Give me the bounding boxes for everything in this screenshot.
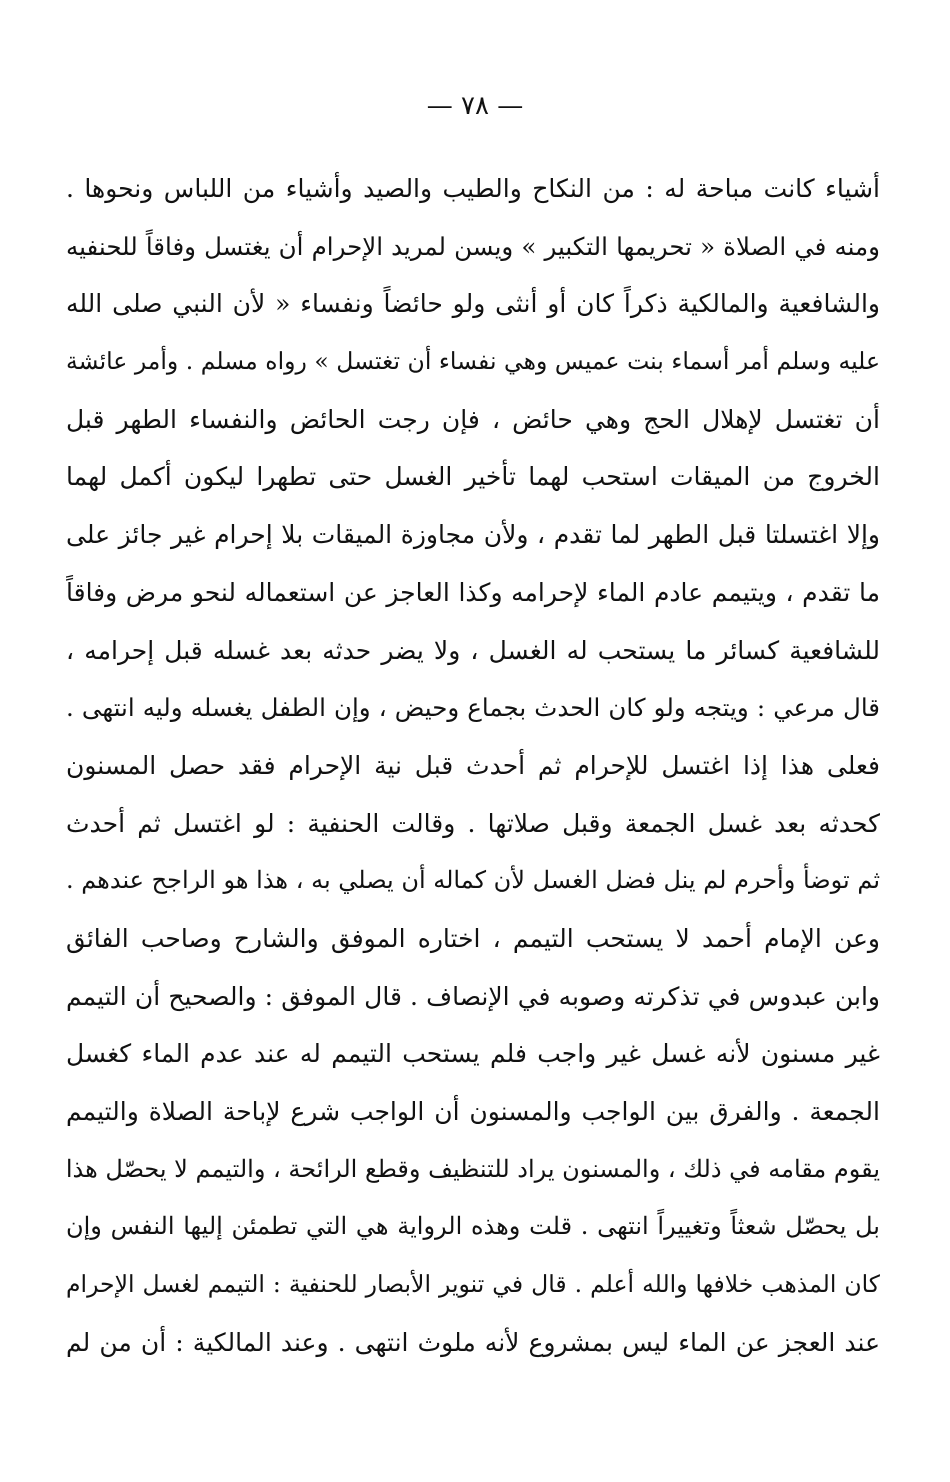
text-line: يقوم مقامه في ذلك ، والمسنون يراد للتنظيف وقطع الرائحة ، والتيمم لا يحصّل هذا xyxy=(66,1154,880,1183)
body-text xyxy=(66,160,880,1371)
text-line: والشافعية والمالكية ذكراً كان أو أنثى ولو حائضاً ونفساء « لأن النبي صلى الله xyxy=(66,289,880,319)
text-line: غير مسنون لأنه غسل غير واجب فلم يستحب التيمم له عند عدم الماء كغسل xyxy=(66,1039,880,1069)
text-line: عند العجز عن الماء ليس بمشروع لأنه ملوث انتهى . وعند المالكية : أن من لم xyxy=(66,1327,880,1357)
text-line: قال مرعي : ويتجه ولو كان الحدث بجماع وحيض ، وإن الطفل يغسله وليه انتهى . xyxy=(66,693,880,723)
text-line: كحدثه بعد غسل الجمعة وقبل صلاتها . وقالت الحنفية : لو اغتسل ثم أحدث xyxy=(66,808,880,838)
text-line: للشافعية كسائر ما يستحب له الغسل ، ولا يضر حدثه بعد غسله قبل إحرامه ، xyxy=(66,635,880,665)
text-line: أشياء كانت مباحة له : من النكاح والطيب والصيد وأشياء من اللباس ونحوها . xyxy=(66,174,880,203)
text-line: فعلى هذا إذا اغتسل للإحرام ثم أحدث قبل نية الإحرام فقد حصل المسنون xyxy=(66,750,880,780)
text-line: وإلا اغتسلتا قبل الطهر لما تقدم ، ولأن مجاوزة الميقات بلا إحرام غير جائز على xyxy=(66,520,880,550)
text-line: ومنه في الصلاة « تحريمها التكبير » ويسن لمريد الإحرام أن يغتسل وفاقاً للحنفيه xyxy=(66,231,880,261)
text-line: وابن عبدوس في تذكرته وصوبه في الإنصاف . قال الموفق : والصحيح أن التيمم xyxy=(66,981,880,1011)
text-line: الخروج من الميقات استحب لهما تأخير الغسل حتى تطهرا ليكون أكمل لهما xyxy=(66,462,880,492)
text-line: أن تغتسل لإهلال الحج وهي حائض ، فإن رجت الحائض والنفساء الطهر قبل xyxy=(66,404,880,434)
text-line: الجمعة . والفرق بين الواجب والمسنون أن الواجب شرع لإباحة الصلاة والتيمم xyxy=(66,1097,880,1126)
page-number: — ٧٨ — xyxy=(426,91,524,121)
text-line: كان المذهب خلافها والله أعلم . قال في تنوير الأبصار للحنفية : التيمم لغسل الإحرام xyxy=(66,1270,880,1299)
text-line: وعن الإمام أحمد لا يستحب التيمم ، اختاره الموفق والشارح وصاحب الفائق xyxy=(66,923,880,953)
text-line: ما تقدم ، ويتيمم عادم الماء لإحرامه وكذا العاجز عن استعماله لنحو مرض وفاقاً xyxy=(66,577,880,607)
text-line: بل يحصّل شعثاً وتغييراً انتهى . قلت وهذه الرواية هي التي تطمئن إليها النفس وإن xyxy=(66,1212,880,1241)
text-line: ثم توضأ وأحرم لم ينل فضل الغسل لأن كماله أن يصلي به ، هذا هو الراجح عندهم . xyxy=(66,866,880,895)
text-line: عليه وسلم أمر أسماء بنت عميس وهي نفساء أن تغتسل » رواه مسلم . وأمر عائشة xyxy=(66,347,880,376)
